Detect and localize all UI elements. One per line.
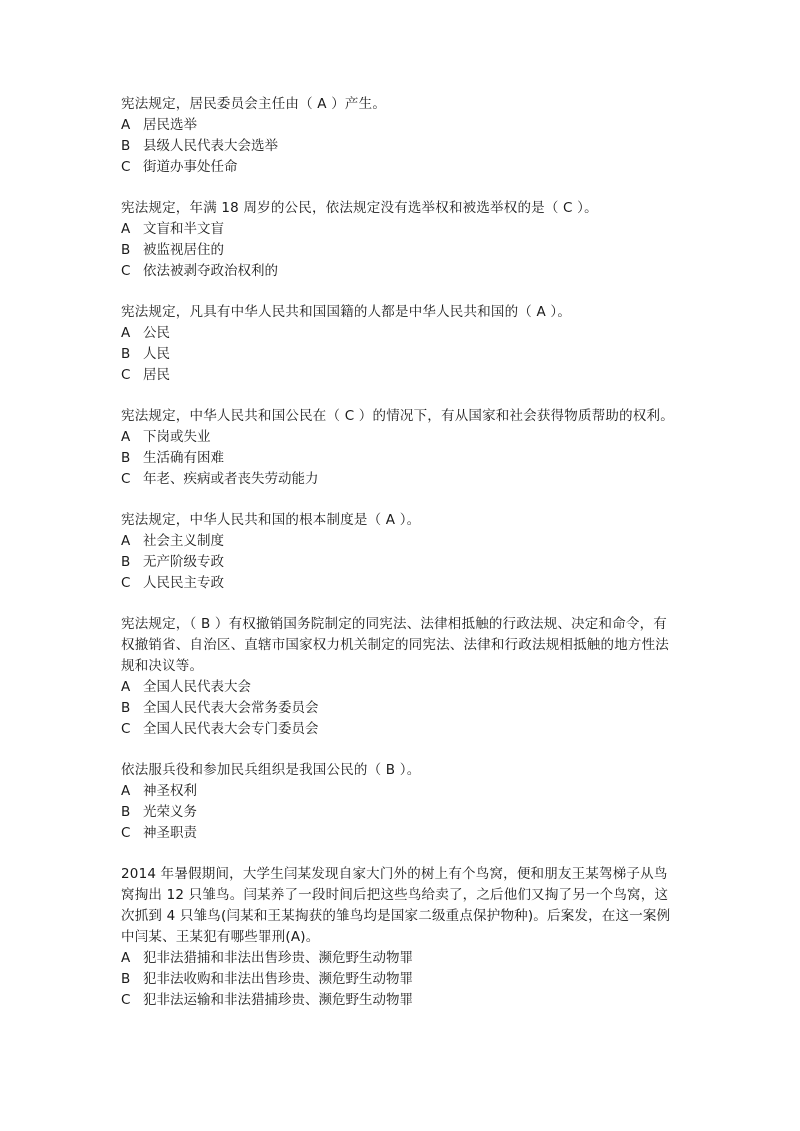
question-text-line: 依法服兵役和参加民兵组织是我国公民的（ B ）。 [121,762,421,778]
answer-option [121,219,691,240]
question-block [121,864,691,1011]
option-text: 神圣职责 [143,825,197,841]
option-text: 犯非法收购和非法出售珍贵、濒危野生动物罪 [143,971,413,987]
question-block [121,302,691,386]
option-text: 神圣权利 [143,783,197,799]
question-text-line: 宪法规定，年满 18 周岁的公民，依法规定没有选举权和被选举权的是（ C ）。 [121,200,598,216]
answer-option [121,136,691,157]
option-text: 全国人民代表大会 [143,679,251,695]
answer-option [121,698,691,719]
option-text: 人民民主专政 [143,575,224,591]
question-text-line: 2014 年暑假期间，大学生闫某发现自家大门外的树上有个鸟窝，便和朋友王某驾梯子从鸟 [121,866,668,882]
option-letter: A [121,679,131,695]
answer-option [121,344,691,365]
question-text-line: 中闫某、王某犯有哪些罪刑(A)。 [121,929,320,945]
answer-option [121,115,691,136]
option-text: 居民 [143,367,170,383]
answer-option [121,157,691,178]
question-text-line: 次抓到 4 只雏鸟(闫某和王某掏获的雏鸟均是国家二级重点保护物种)。后案发，在这一案例 [121,908,671,924]
answer-option [121,719,691,740]
question-block [121,94,691,178]
answer-option [121,261,691,282]
question-block [121,198,691,282]
option-letter: A [121,117,131,133]
question-text [121,614,691,677]
question-text-line: 宪法规定，中华人民共和国的根本制度是（ A ）。 [121,512,421,528]
option-letter: B [121,700,131,716]
option-text: 被监视居住的 [143,242,224,258]
option-text: 文盲和半文盲 [143,221,224,237]
question-text [121,302,691,323]
question-block [121,614,691,740]
option-text: 犯非法运输和非法猎捕珍贵、濒危野生动物罪 [143,992,413,1008]
question-text-line: 权撤销省、自治区、直辖市国家权力机关制定的同宪法、法律和行政法规相抵触的地方性法 [121,637,669,653]
question-text-line: 宪法规定，凡具有中华人民共和国国籍的人都是中华人民共和国的（ A ）。 [121,304,572,320]
option-letter: C [121,721,131,737]
question-text [121,864,691,948]
answer-option [121,573,691,594]
option-letter: B [121,554,131,570]
answer-option [121,552,691,573]
option-text: 街道办事处任命 [143,159,238,175]
question-block [121,406,691,490]
answer-option [121,948,691,969]
option-letter: A [121,950,131,966]
option-letter: B [121,804,131,820]
question-text-line: 规和决议等。 [121,658,204,674]
answer-option [121,823,691,844]
option-letter: B [121,971,131,987]
option-text: 居民选举 [143,117,197,133]
option-letter: B [121,450,131,466]
answer-option [121,677,691,698]
option-text: 犯非法猎捕和非法出售珍贵、濒危野生动物罪 [143,950,413,966]
option-text: 依法被剥夺政治权利的 [143,263,278,279]
option-text: 公民 [143,325,170,341]
option-letter: C [121,575,131,591]
option-letter: B [121,138,131,154]
option-letter: A [121,429,131,445]
answer-option [121,969,691,990]
question-block [121,760,691,844]
question-list [121,94,691,1031]
option-letter: C [121,263,131,279]
option-text: 下岗或失业 [143,429,211,445]
answer-option [121,990,691,1011]
option-letter: C [121,367,131,383]
answer-option [121,781,691,802]
question-text-line: 宪法规定，（ B ）有权撤销国务院制定的同宪法、法律相抵触的行政法规、决定和命令，有 [121,616,667,632]
option-letter: C [121,825,131,841]
answer-option [121,531,691,552]
answer-option [121,240,691,261]
question-text [121,94,691,115]
option-letter: B [121,242,131,258]
question-text-line: 宪法规定，居民委员会主任由（ A ）产生。 [121,96,387,112]
question-text [121,760,691,781]
option-text: 无产阶级专政 [143,554,224,570]
answer-option [121,802,691,823]
question-text [121,406,691,427]
option-text: 县级人民代表大会选举 [143,138,278,154]
question-block [121,510,691,594]
question-text [121,510,691,531]
answer-option [121,323,691,344]
answer-option [121,448,691,469]
option-letter: A [121,325,131,341]
option-letter: A [121,533,131,549]
option-text: 人民 [143,346,170,362]
option-letter: A [121,221,131,237]
option-letter: C [121,471,131,487]
question-text-line: 宪法规定，中华人民共和国公民在（ C ）的情况下，有从国家和社会获得物质帮助的权利。 [121,408,674,424]
option-letter: A [121,783,131,799]
option-text: 社会主义制度 [143,533,224,549]
answer-option [121,427,691,448]
option-text: 光荣义务 [143,804,197,820]
option-text: 全国人民代表大会专门委员会 [143,721,319,737]
option-text: 生活确有困难 [143,450,224,466]
question-text-line: 窝掏出 12 只雏鸟。闫某养了一段时间后把这些鸟给卖了，之后他们又掏了另一个鸟窝，这 [121,887,669,903]
option-letter: C [121,992,131,1008]
question-text [121,198,691,219]
option-letter: C [121,159,131,175]
option-letter: B [121,346,131,362]
option-text: 全国人民代表大会常务委员会 [143,700,319,716]
answer-option [121,469,691,490]
option-text: 年老、疾病或者丧失劳动能力 [143,471,319,487]
answer-option [121,365,691,386]
